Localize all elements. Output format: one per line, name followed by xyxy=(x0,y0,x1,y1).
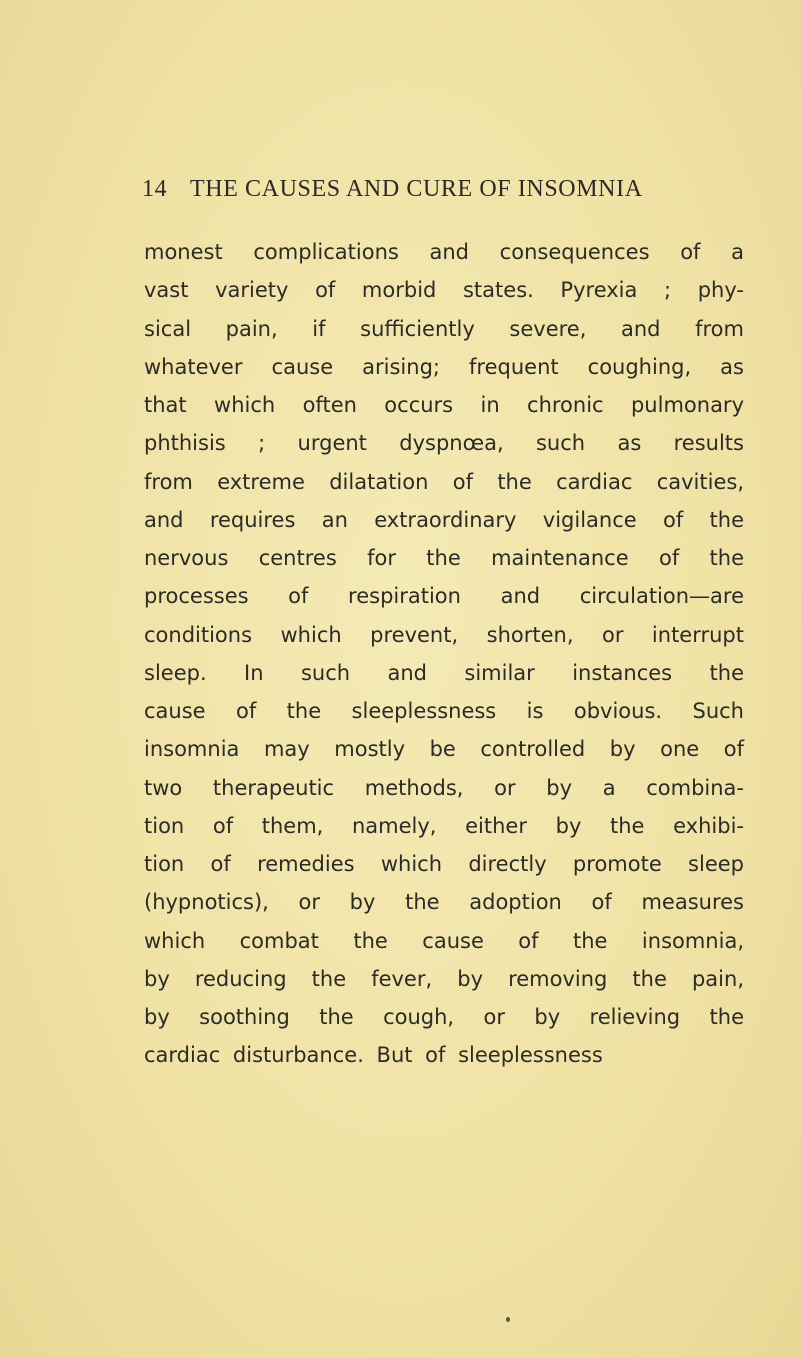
text-line: tion of remedies which directly promote sleep xyxy=(144,852,744,876)
text-line: sleep. In such and similar instances the xyxy=(144,660,744,685)
text-line: monest complications and consequences of a xyxy=(144,240,744,264)
text-line: by reducing the fever, by removing the pain, xyxy=(144,966,744,991)
text-line: two therapeutic methods, or by a combina- xyxy=(144,775,744,800)
text-line: from extreme dilatation of the cardiac cavities, xyxy=(144,469,744,494)
text-line: (hypnotics), or by the adoption of measures xyxy=(144,890,744,915)
text-line: phthisis ; urgent dyspnœa, such as results xyxy=(144,431,744,456)
text-line: processes of respiration and circulation—are xyxy=(144,584,744,609)
text-line: by soothing the cough, or by relieving the xyxy=(144,1005,744,1029)
text-line: cause of the sleeplessness is obvious. Such xyxy=(144,699,744,723)
text-line: cardiac disturbance. But of sleeplessness xyxy=(144,1043,603,1068)
text-line: whatever cause arising; frequent coughing, as xyxy=(144,354,744,379)
text-line: sical pain, if sufficiently severe, and from xyxy=(144,316,744,341)
body-paragraph xyxy=(144,233,744,1075)
page-number: 14 xyxy=(142,176,168,202)
text-line: that which often occurs in chronic pulmonary xyxy=(144,393,744,417)
text-line: tion of them, namely, either by the exhibi- xyxy=(144,813,744,838)
text-line: insomnia may mostly be controlled by one of xyxy=(144,737,744,762)
text-line: and requires an extraordinary vigilance of the xyxy=(144,507,744,532)
running-head xyxy=(142,176,702,216)
text-line: conditions which prevent, shorten, or interrupt xyxy=(144,622,744,647)
text-line: vast variety of morbid states. Pyrexia ; phy- xyxy=(144,278,744,303)
text-line: which combat the cause of the insomnia, xyxy=(144,928,744,953)
text-line: nervous centres for the maintenance of the xyxy=(144,546,744,570)
running-title: THE CAUSES AND CURE OF INSOMNIA xyxy=(190,176,643,202)
paper-speck xyxy=(506,1317,510,1322)
